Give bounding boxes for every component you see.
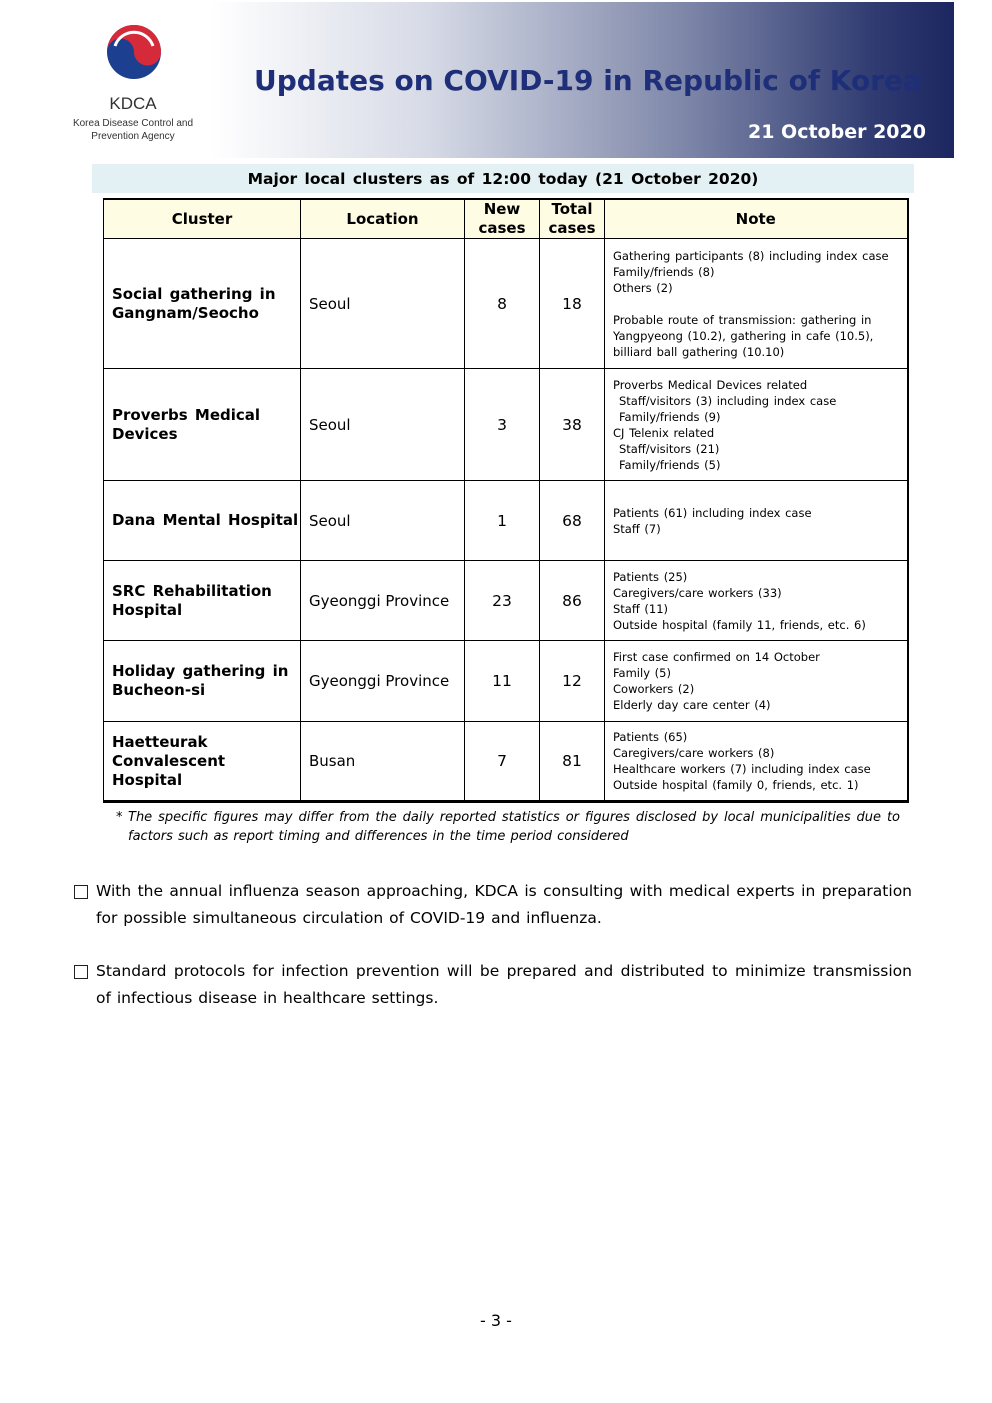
total-cases-cell: 86 bbox=[540, 561, 605, 641]
note-line: Healthcare workers (7) including index case bbox=[613, 762, 871, 776]
new-cases-cell: 3 bbox=[465, 369, 540, 481]
location-cell: Busan bbox=[301, 722, 465, 802]
note-line: Staff/visitors (3) including index case bbox=[619, 393, 837, 408]
column-header-location: Location bbox=[301, 199, 465, 239]
note-line: Family/friends (8) bbox=[613, 264, 715, 279]
location-cell: Gyeonggi Province bbox=[301, 561, 465, 641]
cluster-name-line-1: Holiday gathering in bbox=[112, 662, 289, 680]
total-cases-cell: 81 bbox=[540, 722, 605, 802]
cluster-cell bbox=[104, 561, 301, 641]
column-header-total-cases-line-1: Total bbox=[551, 200, 593, 218]
cluster-name-line-2: Devices bbox=[112, 424, 178, 443]
note-line: Coworkers (2) bbox=[613, 682, 695, 696]
total-cases-cell: 12 bbox=[540, 641, 605, 722]
cluster-cell bbox=[104, 481, 301, 561]
note-line: Patients (61) including index case bbox=[613, 505, 812, 520]
note-line: Proverbs Medical Devices related bbox=[613, 377, 808, 392]
cluster-name-line-1: Social gathering in bbox=[112, 284, 276, 303]
table-row bbox=[104, 641, 908, 722]
bullet-text: With the annual influenza season approaching, KDCA is consulting with medical experts in preparation for possible simultaneous circulation of COVID-19 and influenza. bbox=[96, 882, 912, 927]
note-line: Elderly day care center (4) bbox=[613, 698, 771, 712]
note-cell bbox=[605, 369, 908, 481]
page-number: - 3 - bbox=[480, 1311, 512, 1330]
cluster-name-line-1: Haetteurak bbox=[112, 732, 208, 751]
bullet-item bbox=[72, 878, 912, 932]
note-line: Outside hospital (family 0, friends, etc. 1) bbox=[613, 778, 859, 792]
note-line: Staff (11) bbox=[613, 601, 669, 616]
bullet-item bbox=[72, 958, 912, 1012]
note-line: Caregivers/care workers (8) bbox=[613, 746, 775, 760]
cluster-name-line-1: Proverbs Medical bbox=[112, 405, 261, 424]
kdca-logo bbox=[58, 16, 208, 146]
note-line: Probable route of transmission: gathering in Yangpyeong (10.2), gathering in cafe (10.5), billiard ball gathering (10.10) bbox=[613, 312, 874, 359]
table-row bbox=[104, 481, 908, 561]
note-line: Others (2) bbox=[613, 280, 673, 295]
location-cell: Seoul bbox=[301, 369, 465, 481]
table-header-row bbox=[104, 199, 908, 239]
logo-subtitle bbox=[58, 117, 208, 143]
new-cases-cell: 1 bbox=[465, 481, 540, 561]
note-line: Family/friends (5) bbox=[619, 457, 721, 472]
cluster-cell bbox=[104, 722, 301, 802]
table-footnote bbox=[116, 808, 900, 846]
clusters-table bbox=[103, 198, 909, 803]
cluster-cell bbox=[104, 641, 301, 722]
table-row bbox=[104, 722, 908, 802]
document-date: 21 October 2020 bbox=[748, 121, 926, 143]
new-cases-cell: 23 bbox=[465, 561, 540, 641]
footnote-marker: * bbox=[116, 810, 123, 825]
cluster-cell bbox=[104, 369, 301, 481]
cluster-name-line-1: Dana Mental Hospital bbox=[112, 511, 299, 529]
note-line: Family (5) bbox=[613, 666, 671, 680]
checkbox-square-icon bbox=[74, 885, 88, 899]
bullet-text: Standard protocols for infection prevention will be prepared and distributed to minimize transmission of infectious disease in healthcare settings. bbox=[96, 962, 912, 1007]
footnote-text: The specific figures may differ from the daily reported statistics or figures disclosed by local municipalities due to factors such as report timing and differences in the time period considered bbox=[128, 810, 900, 844]
total-cases-cell: 38 bbox=[540, 369, 605, 481]
cluster-name-line-2: Hospital bbox=[112, 600, 183, 619]
total-cases-cell: 18 bbox=[540, 239, 605, 369]
logo-name: KDCA bbox=[109, 94, 157, 113]
note-line: Staff/visitors (21) bbox=[619, 441, 720, 456]
document-title: Updates on COVID-19 in Republic of Korea bbox=[254, 64, 922, 97]
column-header-cluster: Cluster bbox=[104, 199, 301, 239]
logo-subtitle-line-2: Prevention Agency bbox=[91, 131, 175, 142]
note-cell bbox=[605, 722, 908, 802]
location-cell: Gyeonggi Province bbox=[301, 641, 465, 722]
new-cases-cell: 8 bbox=[465, 239, 540, 369]
location-cell: Seoul bbox=[301, 239, 465, 369]
checkbox-square-icon bbox=[74, 965, 88, 979]
total-cases-cell: 68 bbox=[540, 481, 605, 561]
note-cell bbox=[605, 239, 908, 369]
logo-subtitle-line-1: Korea Disease Control and bbox=[72, 118, 194, 129]
note-cell bbox=[605, 561, 908, 641]
new-cases-cell: 11 bbox=[465, 641, 540, 722]
location-cell: Seoul bbox=[301, 481, 465, 561]
cluster-name-line-2: Bucheon-si bbox=[112, 681, 206, 699]
note-line: Staff (7) bbox=[613, 521, 661, 536]
note-line: Gathering participants (8) including index case bbox=[613, 248, 889, 263]
note-cell bbox=[605, 641, 908, 722]
note-line: Patients (65) bbox=[613, 730, 688, 744]
note-spacer bbox=[613, 296, 899, 312]
note-cell bbox=[605, 481, 908, 561]
table-row bbox=[104, 561, 908, 641]
new-cases-cell: 7 bbox=[465, 722, 540, 802]
table-caption: Major local clusters as of 12:00 today (21 October 2020) bbox=[92, 164, 914, 193]
note-line: Family/friends (9) bbox=[619, 409, 721, 424]
column-header-new-cases-line-1: New bbox=[483, 200, 521, 218]
column-header-note: Note bbox=[605, 199, 908, 239]
taegeuk-emblem-icon bbox=[104, 22, 164, 82]
table-row bbox=[104, 239, 908, 369]
column-header-new-cases bbox=[465, 199, 540, 239]
note-line: Patients (25) bbox=[613, 569, 688, 584]
cluster-name-line-2: Gangnam/Seocho bbox=[112, 303, 259, 322]
table-row bbox=[104, 369, 908, 481]
cluster-name-line-2: Convalescent Hospital bbox=[112, 751, 226, 789]
cluster-name-line-1: SRC Rehabilitation bbox=[112, 581, 272, 600]
column-header-total-cases bbox=[540, 199, 605, 239]
column-header-total-cases-line-2: cases bbox=[548, 219, 596, 237]
note-line: First case confirmed on 14 October bbox=[613, 650, 820, 664]
note-line: CJ Telenix related bbox=[613, 425, 715, 440]
note-line: Caregivers/care workers (33) bbox=[613, 585, 782, 600]
column-header-new-cases-line-2: cases bbox=[478, 219, 526, 237]
cluster-cell bbox=[104, 239, 301, 369]
note-line: Outside hospital (family 11, friends, etc. 6) bbox=[613, 617, 866, 632]
